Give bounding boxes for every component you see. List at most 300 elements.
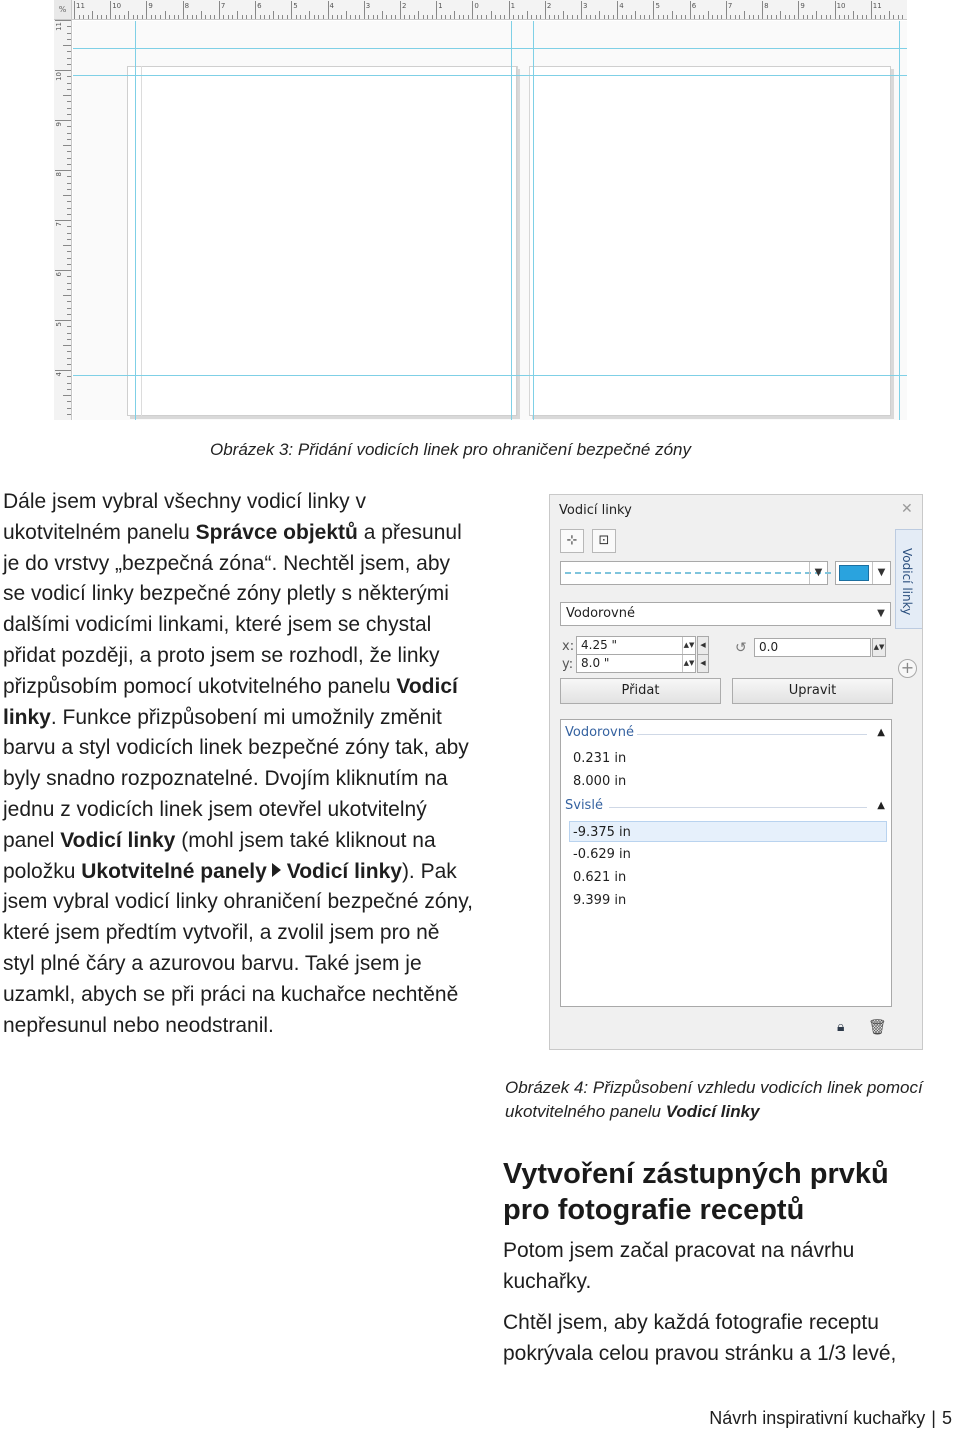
ruler-tick: [232, 15, 233, 19]
ruler-number: 10: [836, 2, 846, 10]
ruler-tick: [287, 15, 288, 19]
ruler-tick: [63, 345, 71, 346]
ruler-tick: [780, 11, 781, 19]
ruler-tick: [67, 226, 71, 227]
group-horizontal-header[interactable]: [563, 723, 889, 745]
ruler-tick: [67, 26, 71, 27]
ruler-number: 4: [55, 372, 63, 377]
ruler-tick: [427, 15, 428, 19]
ruler-tick: [55, 70, 71, 71]
ruler-tick: [282, 15, 283, 19]
spine-line: [529, 66, 530, 416]
y-position-value: 8.0 ": [581, 656, 610, 670]
ruler-number: 3: [365, 2, 371, 10]
ruler-number: 11: [76, 2, 85, 10]
y-label: y:: [562, 657, 574, 672]
ruler-tick: [151, 15, 152, 19]
ruler-tick: [328, 1, 329, 19]
chevron-down-icon[interactable]: ▼: [809, 562, 827, 584]
ruler-tick: [300, 15, 301, 19]
ruler-tick: [364, 1, 365, 19]
ruler-tick: [866, 15, 867, 19]
ruler-tick: [63, 145, 71, 146]
ruler-tick: [67, 101, 71, 102]
ruler-tick: [835, 1, 836, 19]
ruler-tick: [196, 15, 197, 19]
figure-4-caption: [505, 1076, 935, 1124]
ruler-number: 9: [148, 2, 153, 10]
ruler-tick: [67, 351, 71, 352]
ruler-tick: [264, 15, 265, 19]
ruler-tick: [635, 11, 636, 19]
ruler-tick: [67, 51, 71, 52]
guideline-vertical[interactable]: [511, 21, 512, 420]
ruler-tick: [708, 11, 709, 19]
ruler-tick: [414, 15, 415, 19]
ruler-tick: [67, 289, 71, 290]
ruler-tick: [255, 1, 256, 19]
ruler-tick: [174, 15, 175, 19]
footer-separator: |: [931, 1408, 936, 1428]
ruler-tick: [67, 301, 71, 302]
guideline-vertical[interactable]: [899, 21, 900, 420]
ruler-tick: [178, 15, 179, 19]
ruler-tick: [445, 15, 446, 19]
ruler-tick: [67, 176, 71, 177]
ruler-tick: [409, 15, 410, 19]
group-vertical-label: Svislé: [565, 798, 603, 813]
ruler-tick: [67, 401, 71, 402]
ruler-tick: [83, 15, 84, 19]
ruler-tick: [721, 15, 722, 19]
list-item-vertical-3[interactable]: 9.399 in: [573, 893, 627, 908]
guidelines-list: [560, 719, 892, 1007]
ruler-number: 9: [55, 122, 63, 127]
line-style-dropdown[interactable]: [560, 561, 828, 585]
ruler-tick: [382, 11, 383, 19]
body-text-run: (mohl jsem také kliknout na položku: [3, 828, 436, 883]
ruler-tick: [712, 15, 713, 19]
close-icon[interactable]: ✕: [901, 501, 913, 517]
orientation-dropdown[interactable]: [560, 602, 891, 626]
x-position-input[interactable]: [576, 636, 696, 655]
ruler-tick: [875, 15, 876, 19]
ruler-tick: [540, 15, 541, 19]
figure-3-caption: Obrázek 3: Přidání vodicích linek pro ohraničení bezpečné zóny: [210, 440, 691, 459]
ruler-tick: [110, 1, 111, 19]
ruler-tick: [450, 15, 451, 19]
ruler-tick: [454, 11, 455, 19]
body-text-run: a přesunul je do vrstvy „bezpečná zóna“. Nechtěl jsem, aby se vodicí linky bezpečné zóny pletly s některými dalšími vodicími linkami, které jsem se chystal přidat později, a proto jsem se rozhodl, že linky přizpůsobím pomocí ukotvitelného panelu: [3, 520, 462, 698]
ruler-tick: [893, 15, 894, 19]
left-page: [127, 66, 517, 416]
ruler-tick: [459, 15, 460, 19]
guideline-visibility-icon[interactable]: ⊹: [560, 529, 584, 553]
ruler-tick: [572, 15, 573, 19]
ruler-tick: [291, 1, 292, 19]
body-text-run: Dále jsem vybral všechny vodicí linky v ukotvitelném panelu: [3, 490, 366, 544]
ruler-tick: [67, 376, 71, 377]
docker-side-tab[interactable]: [895, 529, 922, 629]
ruler-tick: [67, 314, 71, 315]
angle-input[interactable]: [754, 638, 871, 657]
ruler-tick: [468, 15, 469, 19]
ruler-tick: [142, 15, 143, 19]
ruler-tick: [495, 15, 496, 19]
ruler-tick: [205, 15, 206, 19]
ruler-tick: [242, 15, 243, 19]
group-vertical-header[interactable]: [563, 796, 889, 818]
ruler-tick: [67, 89, 71, 90]
ruler-number: 0: [474, 2, 479, 10]
guidelines-docker-panel: [549, 494, 923, 1050]
ruler-number: 6: [691, 2, 697, 10]
ruler-tick: [155, 15, 156, 19]
ruler-tick: [192, 15, 193, 19]
ruler-tick: [67, 139, 71, 140]
ruler-tick: [67, 276, 71, 277]
ruler-tick: [771, 15, 772, 19]
ruler-tick: [481, 15, 482, 19]
ruler-tick: [55, 170, 71, 171]
ruler-tick: [246, 15, 247, 19]
color-picker-dropdown[interactable]: [835, 561, 891, 585]
ruler-number: 9: [800, 2, 805, 10]
ruler-number: 7: [727, 2, 733, 10]
ruler-tick: [586, 15, 587, 19]
ruler-tick: [717, 15, 718, 19]
ui-term-guidelines: Vodicí linky: [60, 828, 176, 852]
ruler-tick: [63, 245, 71, 246]
ruler-tick: [726, 1, 727, 19]
ruler-tick: [165, 11, 166, 19]
ruler-number: 3: [583, 2, 588, 10]
ruler-tick: [758, 15, 759, 19]
ruler-tick: [237, 11, 238, 19]
ruler-tick: [816, 11, 817, 19]
ruler-tick: [337, 15, 338, 19]
ruler-tick: [55, 20, 71, 21]
ruler-number: 11: [55, 22, 63, 31]
y-position-input[interactable]: [576, 654, 696, 673]
ruler-tick: [67, 308, 71, 309]
ruler-tick: [63, 95, 71, 96]
ruler-tick: [355, 15, 356, 19]
ui-term-object-manager: Správce objektů: [195, 520, 358, 544]
ruler-tick: [146, 1, 147, 19]
ruler-tick: [549, 15, 550, 19]
edit-guideline-button[interactable]: Upravit: [732, 678, 893, 704]
ruler-tick: [223, 15, 224, 19]
ruler-tick: [853, 11, 854, 19]
list-item-vertical-2[interactable]: 0.621 in: [573, 870, 627, 885]
ruler-tick: [373, 15, 374, 19]
ruler-tick: [423, 15, 424, 19]
ruler-tick: [663, 15, 664, 19]
trash-icon[interactable]: 🗑︎: [868, 1018, 888, 1036]
ui-term-guidelines: Vodicí linky: [3, 674, 458, 729]
ruler-tick: [653, 1, 654, 19]
ruler-tick: [739, 15, 740, 19]
ruler-tick: [63, 45, 71, 46]
x-nudge-button[interactable]: ◀: [697, 636, 709, 655]
ruler-number: 5: [55, 322, 63, 327]
ruler-tick: [862, 15, 863, 19]
chevron-down-icon[interactable]: ▼: [877, 608, 885, 619]
ruler-tick: [55, 370, 71, 371]
ruler-tick: [67, 133, 71, 134]
guideline-horizontal[interactable]: [73, 75, 907, 76]
ruler-tick: [219, 1, 220, 19]
ruler-number: 11: [872, 2, 882, 10]
ruler-tick: [160, 15, 161, 19]
right-page: [529, 66, 891, 416]
ruler-tick: [67, 326, 71, 327]
ruler-tick: [830, 15, 831, 19]
ruler-number: 7: [55, 222, 63, 227]
page-number: 5: [941, 1408, 952, 1428]
ruler-tick: [794, 15, 795, 19]
ruler-number: 4: [329, 2, 334, 10]
dashed-line-sample: [565, 572, 831, 574]
ruler-tick: [441, 15, 442, 19]
ruler-tick: [844, 15, 845, 19]
ruler-tick: [67, 239, 71, 240]
ruler-tick: [55, 120, 71, 121]
ruler-number: 6: [55, 272, 63, 277]
list-item-horizontal-1[interactable]: 8.000 in: [573, 774, 627, 789]
ruler-tick: [640, 15, 641, 19]
ruler-tick: [694, 15, 695, 19]
ruler-tick: [798, 1, 799, 19]
color-swatch: [839, 565, 869, 581]
ruler-tick: [486, 15, 487, 19]
x-label: x:: [562, 639, 575, 654]
ruler-tick: [386, 15, 387, 19]
ui-term-dockers: Ukotvitelné panely: [81, 859, 267, 883]
ruler-tick: [67, 151, 71, 152]
snap-to-guidelines-icon[interactable]: ⊡: [592, 529, 616, 553]
ruler-tick: [839, 15, 840, 19]
group-horizontal-label: Vodorovné: [565, 725, 634, 740]
lock-icon[interactable]: 🔒︎: [837, 1019, 845, 1035]
ruler-number: 4: [619, 2, 624, 10]
ruler-tick: [67, 408, 71, 409]
ruler-tick: [418, 11, 419, 19]
ruler-tick: [391, 15, 392, 19]
ruler-tick: [812, 15, 813, 19]
ruler-tick: [67, 339, 71, 340]
ruler-tick: [730, 15, 731, 19]
guideline-horizontal[interactable]: [73, 375, 907, 376]
body-text-run: . Funkce přizpůsobení mi umožnily změnit barvu a styl vodicích linek bezpečné zóny tak, aby byly snadno rozpoznatelné. Dvojím kliknutím na jednu z vodicích linek jsem otevřel ukotvitelný panel: [3, 705, 469, 852]
ruler-tick: [871, 1, 872, 19]
ruler-tick: [491, 11, 492, 19]
ruler-tick: [518, 15, 519, 19]
ruler-tick: [67, 358, 71, 359]
ruler-tick: [622, 15, 623, 19]
ruler-number: 8: [764, 2, 769, 10]
ruler-tick: [201, 11, 202, 19]
ruler-number: 2: [546, 2, 552, 10]
angle-spinner[interactable]: ▲▼: [872, 638, 886, 657]
ruler-origin[interactable]: %: [54, 0, 72, 20]
side-tab-label: Vodicí linky: [900, 548, 914, 616]
ruler-tick: [527, 11, 528, 19]
figure-3-canvas: [54, 0, 907, 420]
ruler-number: 10: [55, 72, 63, 81]
ruler-tick: [115, 15, 116, 19]
caption-ui-term: Vodicí linky: [665, 1102, 760, 1121]
ruler-tick: [67, 414, 71, 415]
ruler-tick: [599, 11, 600, 19]
ruler-tick: [744, 11, 745, 19]
ruler-tick: [63, 395, 71, 396]
ruler-tick: [101, 15, 102, 19]
y-nudge-button[interactable]: ◀: [697, 654, 709, 673]
guideline-vertical[interactable]: [533, 21, 534, 420]
list-item-vertical-1[interactable]: -0.629 in: [573, 847, 631, 862]
ruler-tick: [803, 15, 804, 19]
ruler-tick: [63, 195, 71, 196]
list-item-vertical-0[interactable]: -9.375 in: [569, 821, 887, 842]
list-item-horizontal-0[interactable]: 0.231 in: [573, 751, 627, 766]
ruler-tick: [67, 383, 71, 384]
ruler-tick: [67, 251, 71, 252]
ruler-tick: [67, 201, 71, 202]
ruler-tick: [513, 15, 514, 19]
ruler-tick: [581, 1, 582, 19]
drawing-area[interactable]: [73, 21, 907, 420]
ruler-tick: [749, 15, 750, 19]
add-docker-icon[interactable]: +: [898, 659, 917, 678]
ruler-tick: [346, 11, 347, 19]
ruler-tick: [309, 11, 310, 19]
ruler-tick: [377, 15, 378, 19]
ruler-tick: [902, 15, 903, 19]
ruler-tick: [67, 189, 71, 190]
add-guideline-button[interactable]: Přidat: [560, 678, 721, 704]
ruler-tick: [260, 15, 261, 19]
ruler-tick: [404, 15, 405, 19]
ruler-tick: [137, 15, 138, 19]
ruler-tick: [690, 1, 691, 19]
horizontal-ruler[interactable]: [54, 0, 907, 20]
ruler-tick: [273, 11, 274, 19]
ruler-tick: [644, 15, 645, 19]
body-paragraph: [3, 487, 473, 1041]
ruler-number: 10: [112, 2, 122, 10]
ruler-tick: [522, 15, 523, 19]
chevron-up-icon[interactable]: ▲: [877, 800, 885, 811]
ruler-tick: [590, 15, 591, 19]
ruler-number: 6: [257, 2, 262, 10]
ruler-tick: [735, 15, 736, 19]
ruler-number: 1: [438, 2, 443, 10]
ruler-tick: [554, 15, 555, 19]
ruler-number: 1: [510, 2, 516, 10]
ruler-tick: [685, 15, 686, 19]
ruler-tick: [67, 58, 71, 59]
ruler-tick: [884, 15, 885, 19]
ruler-tick: [67, 39, 71, 40]
ruler-tick: [898, 15, 899, 19]
angle-value: 0.0: [759, 640, 779, 654]
ruler-tick: [314, 15, 315, 19]
spin-arrows-icon[interactable]: ▲▼: [682, 655, 695, 672]
ruler-tick: [67, 208, 71, 209]
ruler-tick: [187, 15, 188, 19]
rotate-icon: ↺: [735, 640, 747, 656]
ruler-tick: [631, 15, 632, 19]
section-paragraph: Potom jsem začal pracovat na návrhu kuchařky.: [503, 1239, 855, 1293]
ruler-tick: [67, 283, 71, 284]
ruler-number: 8: [184, 2, 190, 10]
ruler-tick: [67, 183, 71, 184]
ruler-tick: [74, 1, 75, 19]
body-text-run: ). Pak jsem vybral vodicí linky ohraničení bezpečné zóny, které jsem předtím vytvořil, a zvolil jsem pro ně styl plné čáry a azurovou barvu. Také jsem je uzamkl, abych se při práci na kuchařce nechtěně nepřesunul nebo neodstranil.: [3, 859, 474, 1037]
ruler-tick: [500, 15, 501, 19]
ruler-tick: [368, 15, 369, 19]
ruler-tick: [472, 1, 473, 19]
ruler-tick: [67, 164, 71, 165]
ruler-tick: [649, 15, 650, 19]
ruler-tick: [67, 364, 71, 365]
ruler-tick: [617, 1, 618, 19]
ruler-tick: [332, 15, 333, 19]
ruler-tick: [785, 15, 786, 19]
ruler-tick: [826, 15, 827, 19]
ruler-tick: [67, 108, 71, 109]
section-heading: Vytvoření zástupných prvků pro fotografie receptů: [503, 1158, 889, 1226]
ruler-tick: [821, 15, 822, 19]
footer-title: Návrh inspirativní kuchařky: [709, 1408, 926, 1428]
spin-arrows-icon[interactable]: ▲▼: [682, 637, 695, 654]
ruler-tick: [183, 1, 184, 19]
ruler-tick: [214, 15, 215, 19]
ruler-tick: [667, 15, 668, 19]
ruler-tick: [400, 1, 401, 19]
ruler-tick: [318, 15, 319, 19]
ruler-tick: [889, 11, 890, 19]
ruler-tick: [269, 15, 270, 19]
ruler-tick: [296, 15, 297, 19]
ruler-tick: [703, 15, 704, 19]
ruler-tick: [577, 15, 578, 19]
ruler-tick: [67, 33, 71, 34]
ruler-tick: [762, 1, 763, 19]
guideline-horizontal[interactable]: [73, 48, 907, 49]
ruler-tick: [67, 214, 71, 215]
ruler-tick: [626, 15, 627, 19]
ruler-tick: [67, 333, 71, 334]
ruler-tick: [228, 15, 229, 19]
ruler-tick: [789, 15, 790, 19]
ruler-tick: [531, 15, 532, 19]
vertical-ruler[interactable]: [54, 20, 72, 420]
ruler-tick: [55, 220, 71, 221]
ruler-tick: [563, 11, 564, 19]
ruler-tick: [509, 1, 510, 19]
chevron-down-icon[interactable]: ▼: [872, 562, 890, 584]
chevron-up-icon[interactable]: ▲: [877, 727, 885, 738]
guideline-vertical[interactable]: [135, 21, 136, 420]
ruler-tick: [857, 15, 858, 19]
ruler-tick: [536, 15, 537, 19]
ruler-tick: [128, 11, 129, 19]
ruler-number: 8: [55, 172, 63, 177]
ui-term-guidelines: Vodicí linky: [286, 859, 402, 883]
